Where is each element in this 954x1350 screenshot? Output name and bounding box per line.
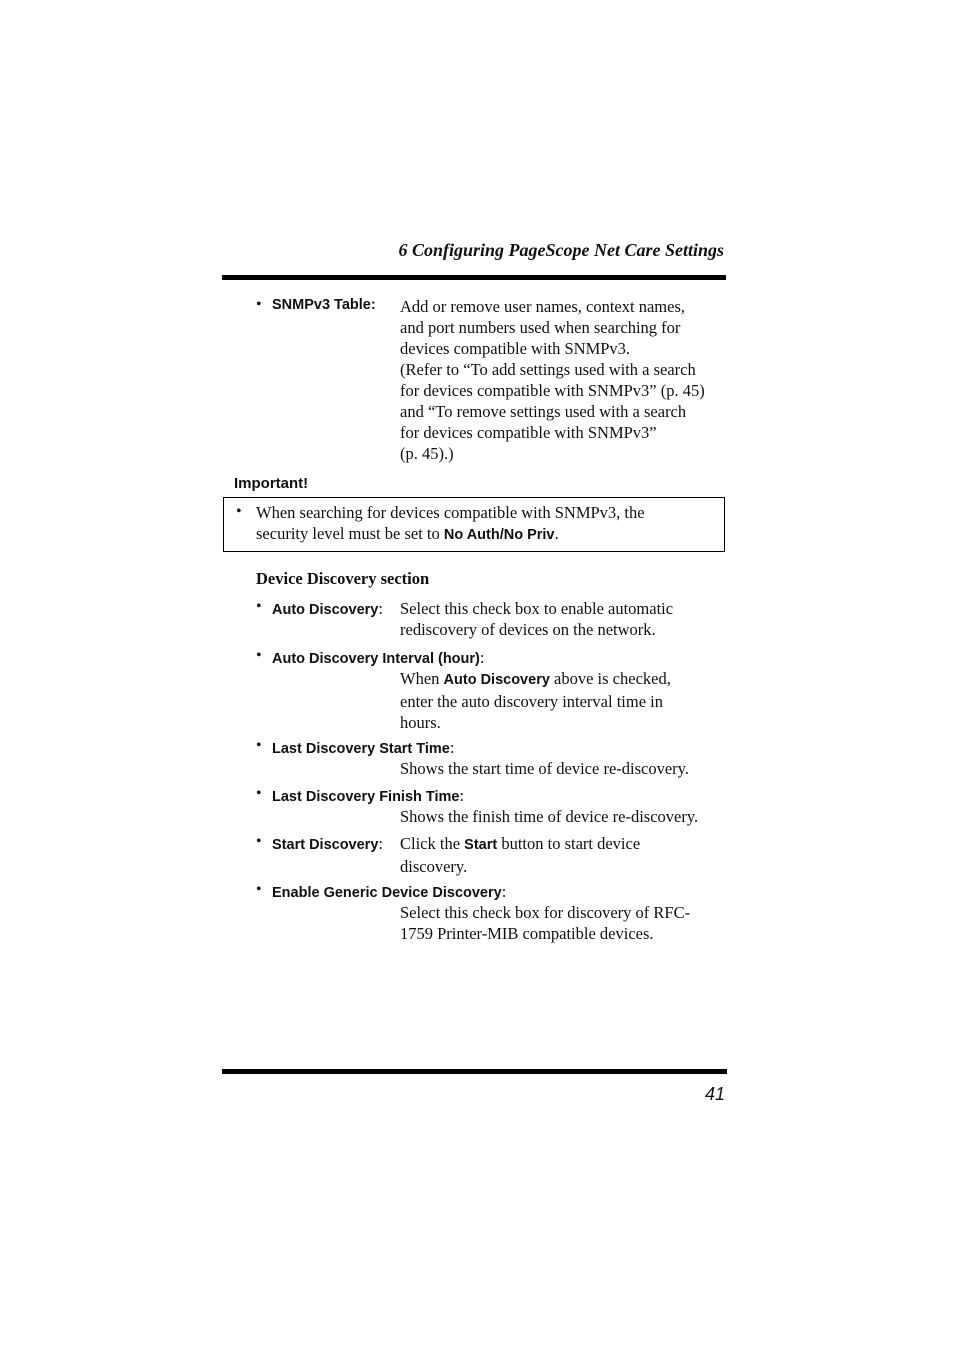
description-line: and “To remove settings used with a search [400,402,687,421]
description-line: and port numbers used when searching for [400,318,681,337]
auto-discovery-description: Select this check box to enable automatic rediscovery of devices on the network. [400,599,674,639]
snmpv3-table-term: SNMPv3 Table: [272,297,376,313]
chapter-title: 6 Configuring PageScope Net Care Settings [398,240,724,260]
note-line: security level must be set to No Auth/No Priv. [256,524,559,543]
enable-generic-discovery-term: Enable Generic Device Discovery: [272,882,507,901]
start-discovery-description: Click the Start button to start device discovery. [400,834,641,876]
note-line: When searching for devices compatible with SNMPv3, the [256,503,645,522]
description-line: (Refer to “To add settings used with a search [400,360,696,379]
last-discovery-finish-description: Shows the finish time of device re-discovery. [400,807,699,826]
bullet: • [256,833,262,850]
important-label: Important! [234,475,309,492]
description-line: devices compatible with SNMPv3. [400,339,631,358]
page-number: 41 [704,1084,725,1104]
bullet: • [256,296,262,313]
bullet: • [256,647,262,664]
bullet: • [256,598,262,615]
snmpv3-table-description [400,296,730,464]
start-button-label: Start [464,837,498,853]
header-rule [222,275,726,280]
bullet: • [236,503,242,520]
last-discovery-start-description: Shows the start time of device re-discovery. [400,759,689,778]
description-line: for devices compatible with SNMPv3” (p. 45) [400,381,705,400]
auto-discovery-term: Auto Discovery: [272,599,383,618]
last-discovery-start-term: Last Discovery Start Time: [272,738,455,757]
auto-discovery-interval-term: Auto Discovery Interval (hour): [272,648,485,667]
section-heading: Device Discovery section [256,569,430,588]
bullet: • [256,785,262,802]
description-line: (p. 45).) [400,444,454,463]
description-line: for devices compatible with SNMPv3” [400,423,657,442]
last-discovery-finish-term: Last Discovery Finish Time: [272,786,465,805]
important-note [256,502,716,546]
footer-rule [222,1069,727,1074]
auto-discovery-interval-description: When Auto Discovery above is checked, enter the auto discovery interval time in hours. [400,669,671,732]
start-discovery-term: Start Discovery: [272,834,383,853]
description-line: Add or remove user names, context names, [400,297,685,316]
bullet: • [256,737,262,754]
bullet: • [256,881,262,898]
security-level-value: No Auth/No Priv [443,527,555,543]
enable-generic-discovery-description: Select this check box for discovery of RFC- 1759 Printer-MIB compatible devices. [400,903,691,943]
